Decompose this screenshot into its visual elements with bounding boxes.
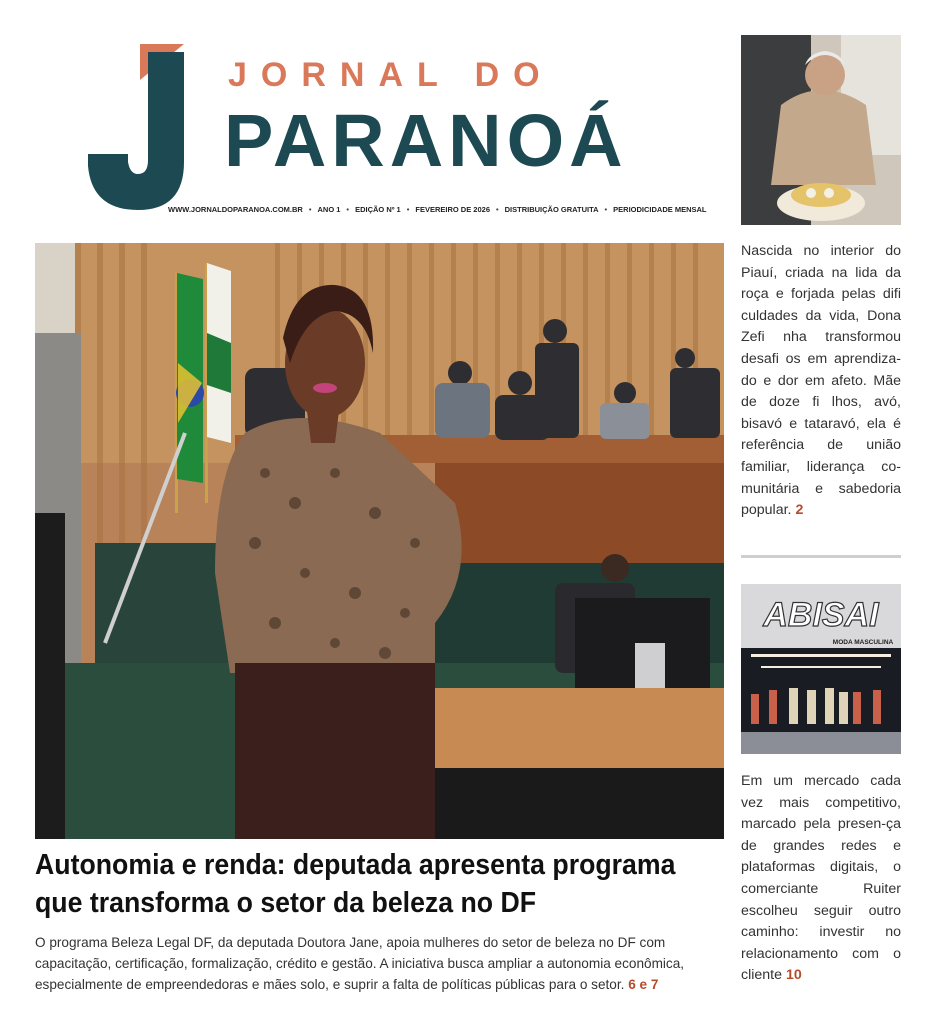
bullet-separator: • bbox=[406, 205, 410, 214]
main-lede-text: O programa Beleza Legal DF, da deputada Doutora Jane, apoia mulheres do setor de beleza no DF com capacitação, certificação, formalização, crédito e gestão. A iniciativa busca ampliar a autonomia econômica, especialmente de empreendedoras e mães solo, e suprir a falta de políticas públicas para o setor. bbox=[35, 935, 685, 992]
bullet-separator: • bbox=[496, 205, 499, 214]
main-page-ref[interactable]: 6 e 7 bbox=[628, 977, 659, 992]
main-story-photo bbox=[35, 243, 724, 839]
column-divider bbox=[741, 555, 901, 558]
periodicity-info: PERIODICIDADE MENSAL bbox=[613, 205, 707, 214]
store-subtitle-text: MODA MASCULINA bbox=[832, 639, 894, 646]
side-story-1-page-ref[interactable]: 2 bbox=[795, 502, 804, 519]
logo-mark bbox=[86, 42, 186, 212]
store-sign-text: ABISAI bbox=[763, 596, 879, 634]
side-story-1-body: Nascida no interior do Piauí, criada na lida da roça e forjada pelas difi culdades da vida, Dona Zefi nha transformou desafi os em aprendiza-do e dor em afeto. Mãe de doze fi lhos, avó, bisavó e tataravó, ela é referência de união familiar, liderança co-munitária e sabedoria popular. bbox=[741, 243, 901, 519]
site-url[interactable]: WWW.JORNALDOPARANOA.COM.BR bbox=[168, 205, 303, 214]
side-story-1-text bbox=[741, 241, 901, 522]
side-story-2-body: Em um mercado cada vez mais competitivo, marcado pela presen-ça de grandes redes e plataformas digitais, o comerciante Ruiter escolheu seguir outro caminho: investir no relacionamento com o cliente bbox=[741, 773, 901, 984]
distribution-info: DISTRIBUIÇÃO GRATUITA bbox=[504, 205, 599, 214]
side-story-1-photo bbox=[741, 35, 901, 225]
jornal-logo-icon bbox=[86, 42, 186, 212]
side-story-2-page-ref[interactable]: 10 bbox=[785, 967, 802, 984]
brand-title-line1: JORNAL DO bbox=[228, 56, 554, 94]
brand-title-line2: PARANOÁ bbox=[224, 99, 628, 182]
main-lede bbox=[35, 932, 725, 995]
edition-year: ANO 1 bbox=[317, 205, 341, 214]
main-headline[interactable]: Autonomia e renda: deputada apresenta programa que transforma o setor da beleza no DF bbox=[35, 849, 676, 919]
edition-meta-line bbox=[168, 205, 708, 214]
bullet-separator: • bbox=[308, 205, 312, 214]
bullet-separator: • bbox=[604, 205, 608, 214]
edition-number: EDIÇÃO Nº 1 bbox=[355, 205, 401, 214]
edition-date: FEVEREIRO DE 2026 bbox=[415, 205, 490, 214]
bullet-separator: • bbox=[346, 205, 350, 214]
side-story-2-photo bbox=[741, 584, 901, 754]
side-story-2-text bbox=[741, 771, 901, 987]
